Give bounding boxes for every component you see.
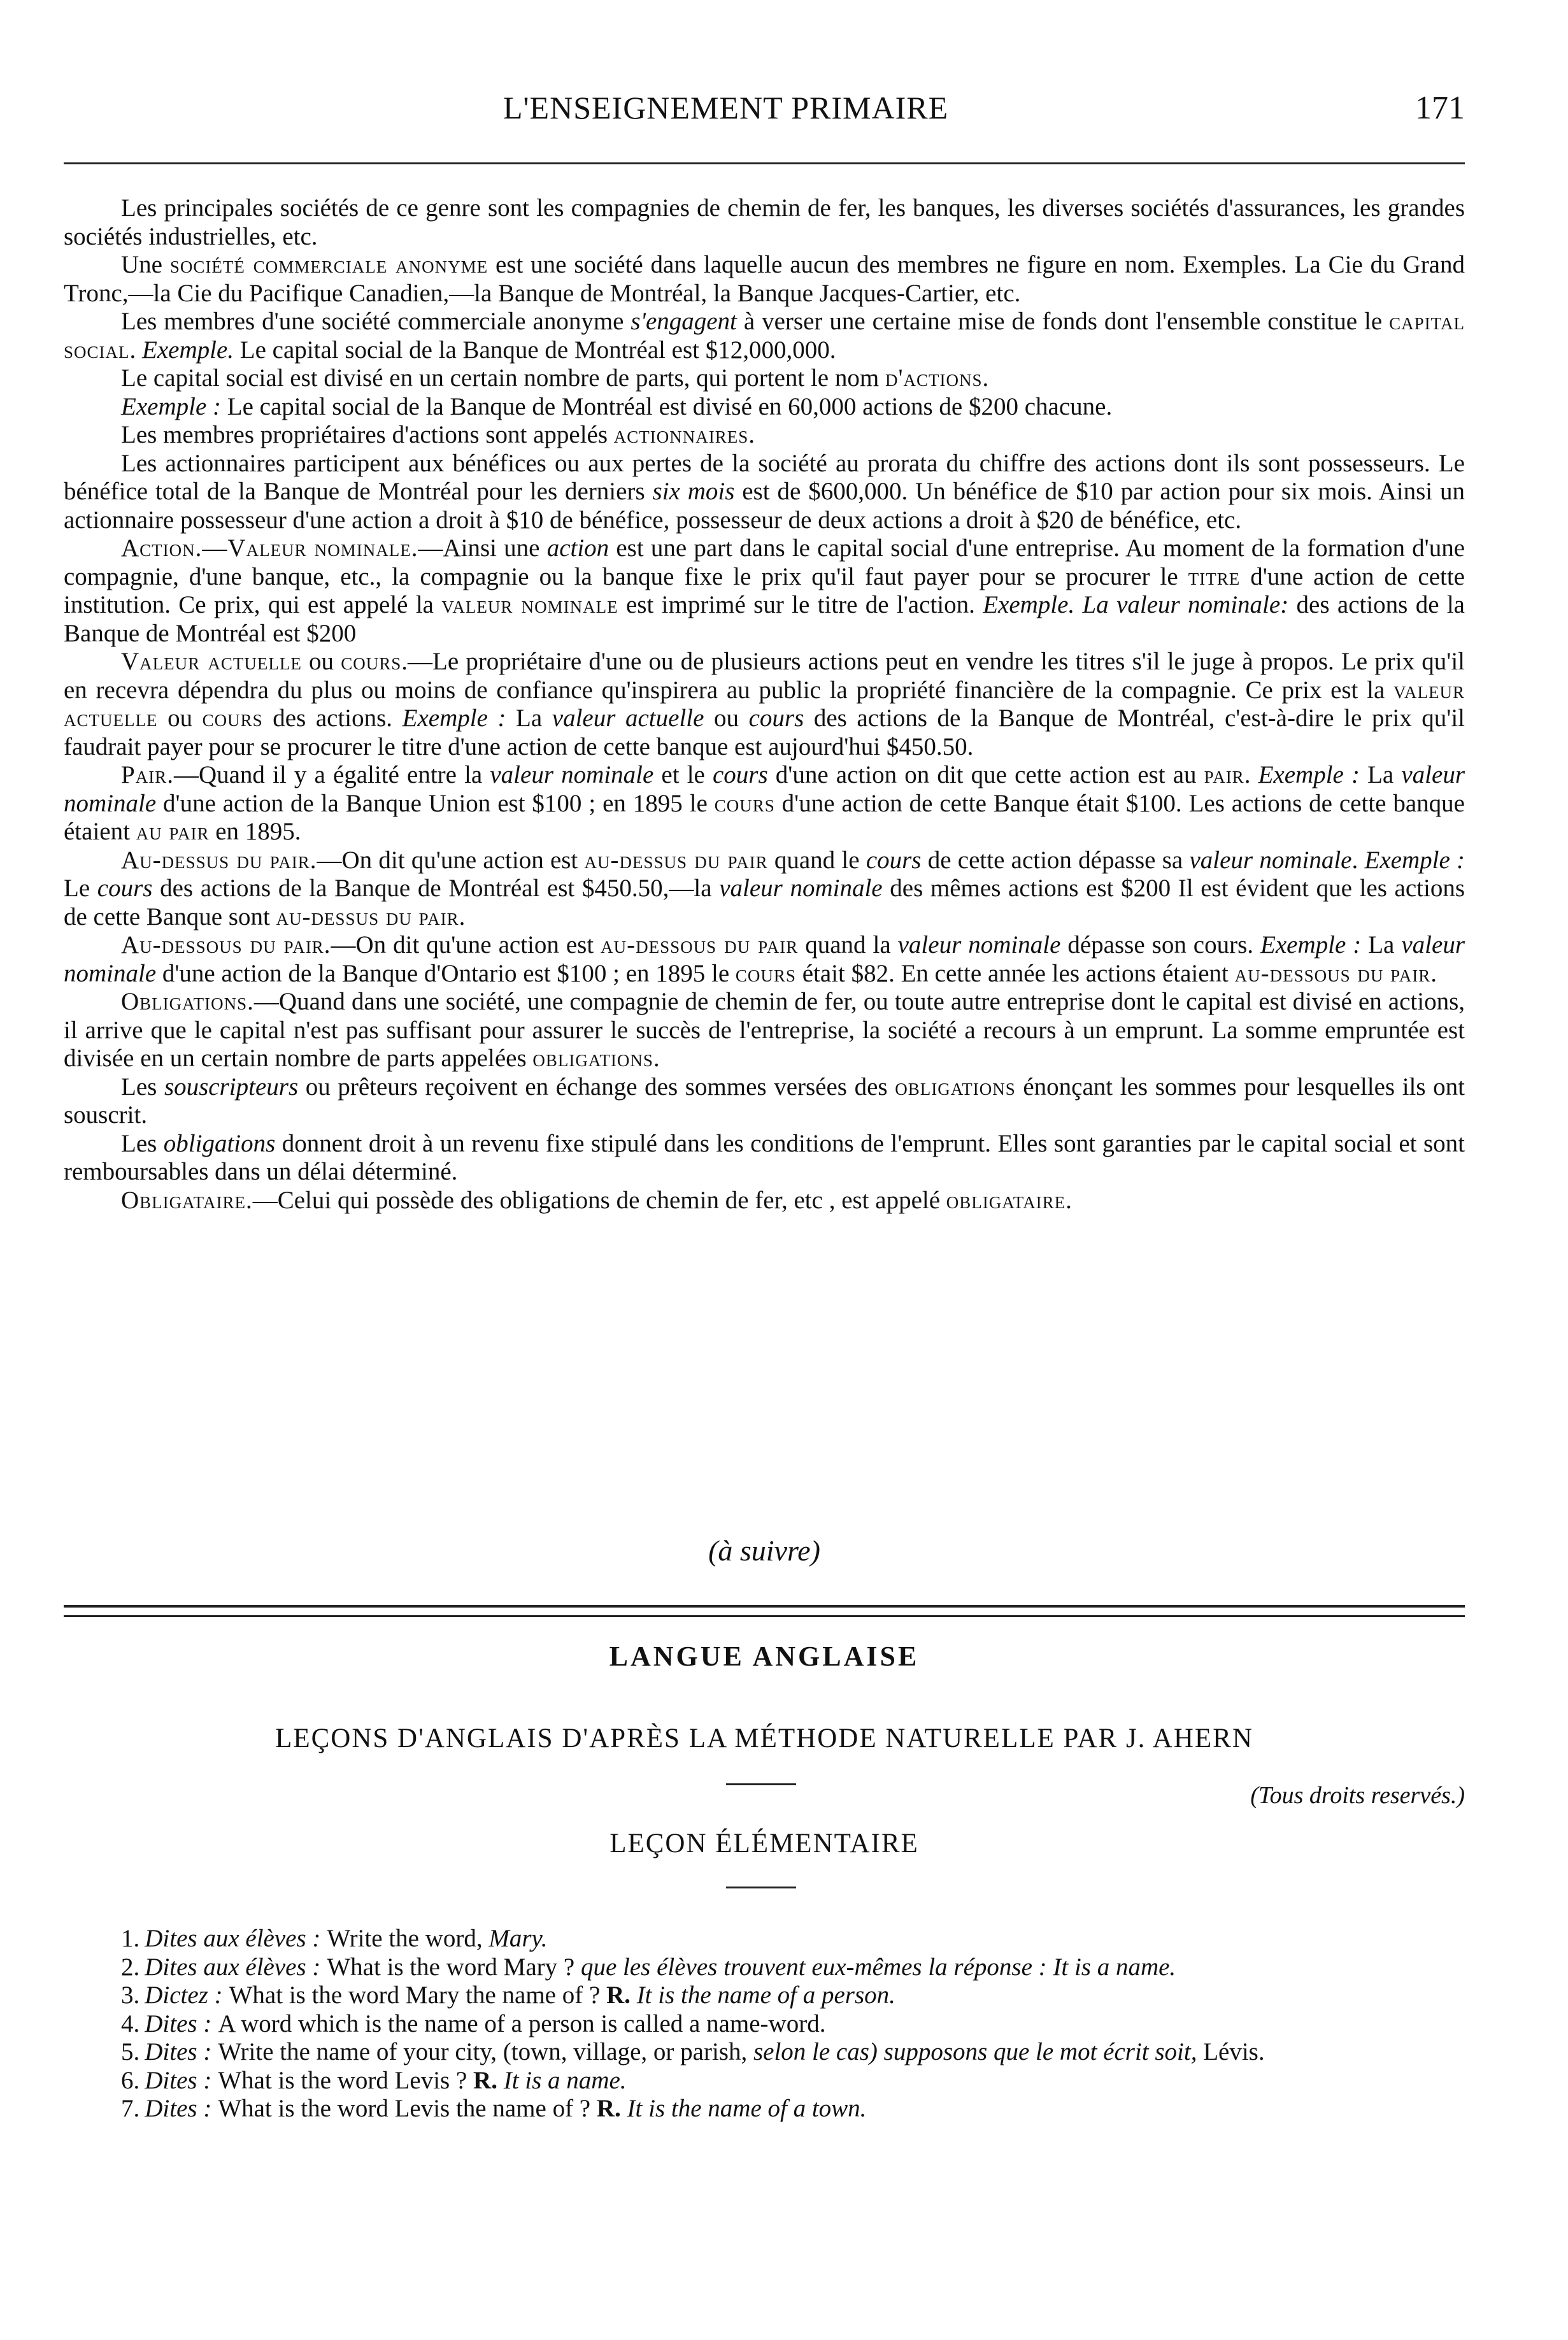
exercise-instruction: Dites aux élèves : [145,1925,321,1952]
text-run: cours [97,874,153,902]
exercise-text: R. [473,2066,497,2094]
text-run: . [459,902,466,931]
text-run: à verser une certaine mise de fonds dont l'ensemble constitue le [736,308,1390,335]
text-run: La [506,704,552,732]
text-run: Obligations. [121,988,254,1015]
text-run: capital social [64,308,1465,364]
text-run: est une société dans laquelle aucun des membres ne figure en nom. Exemples. La Cie du Grand Tronc,—la Cie du Pacifique Canadien,—la Banque de Montréal, la Banque Jacques-Cartier, etc. [64,251,1465,307]
text-run: ou [157,704,203,732]
text-run: cours [341,648,402,675]
text-run: d'une action de la Banque Union est $100 ; en 1895 le [156,789,715,817]
text-run: au-dessus du pair [276,902,459,931]
text-run: était $82. En cette année les actions étaient [795,959,1235,987]
text-run: —Ainsi une [418,534,547,562]
exercise-number: 6. [121,2066,140,2094]
exercise-number: 4. [121,2009,140,2037]
text-run: société commerciale anonyme [169,251,488,278]
text-run: des actions de la Banque de Montréal, c'est-à-dire le prix qu'il faudrait payer pour se procurer le titre d'une action de cette banque est aujourd'hui $450.50. [64,704,1465,760]
text-run: valeur nominale [441,591,618,618]
exercise-text [631,1981,637,2009]
text-run: Le capital social de la Banque de Montréal est divisé en 60,000 actions de $200 chacune. [221,392,1113,420]
text-run: . [1066,1186,1072,1214]
text-run: valeur nominale [1189,846,1352,874]
text-run: Exemple : [1364,846,1465,874]
document-page [64,0,1465,2340]
exercise-text: Mary. [488,1925,548,1952]
to-be-continued: (à suivre) [708,1534,820,1567]
text-run: valeur nominale [719,874,883,902]
text-run: valeur actuelle [64,676,1465,732]
text-run: est une part dans le capital social d'une entreprise. Au moment de la formation d'une compagnie, d'une banque, etc., la compagnie ou la banque fixe le prix qu'il faut payer pour se procurer le [64,534,1465,590]
text-run: Exemple : [1258,761,1360,788]
text-run: des actions de la Banque de Montréal est $200 [64,591,1465,647]
text-run: cours [866,846,922,874]
text-run: Exemple : [1260,931,1362,959]
exercise-text: It is the name of a person. [636,1981,895,2009]
exercise-instruction: Dites aux élèves : [145,1953,321,1981]
text-run: obligations [163,1129,276,1157]
text-run: Les membres d'une société commerciale anonyme [121,308,631,335]
exercise-instruction: Dites : [145,2038,212,2065]
text-run: cours [202,704,263,732]
text-run: ou [704,704,749,732]
text-run: —On dit qu'une action est [331,931,601,959]
text-run: d'actions [885,364,983,392]
text-run: —Quand il y a égalité entre la [173,761,490,788]
text-run: Au-dessous du pair. [121,931,331,959]
text-run: et le [653,761,713,788]
text-run: cours [748,704,804,732]
text-run: —On dit qu'une action est [317,846,585,874]
text-run: des actions de la Banque de Montréal est $450.50,—la [152,874,720,902]
text-run: Au-dessus du pair. [121,846,317,874]
text-run: en 1895. [209,818,301,845]
text-run: Une [121,251,170,278]
text-run: au pair [136,818,210,845]
text-run: obligataire [946,1186,1066,1214]
lesson-title: LEÇONS D'ANGLAIS D'APRÈS LA MÉTHODE NATURELLE PAR J. AHERN [275,1723,1253,1753]
text-run: Exemple. [142,336,234,364]
text-run: s'engagent [631,308,737,335]
exercise-text: What is the word Levis ? [218,2066,474,2094]
paragraph [64,251,1465,308]
text-run: valeur nominale [64,761,1465,817]
exercise-text: Write the word, [327,1925,489,1952]
paragraph [64,988,1465,1073]
text-run: cours [713,761,768,788]
text-run: obligations [895,1073,1016,1101]
text-run: Obligataire. [121,1186,253,1214]
text-run: est imprimé sur le titre de l'action. [618,591,983,618]
text-run: d'une action de cette institution. Ce prix, qui est appelé la [64,562,1465,618]
exercise-text: que les élèves trouvent eux-mêmes la réponse : It is a name. [580,1953,1176,1981]
text-run: .—Le propriétaire d'une ou de plusieurs actions peut en vendre les titres s'il le juge à propos. Le prix qu'il en recevra dépendra du plus ou moins de confiance qu'inspirera au public la propriété financière de la compagnie. Ce prix est la [64,648,1465,704]
exercise-text: R. [596,2095,621,2122]
text-run: Les principales sociétés de ce genre sont les compagnies de chemin de fer, les banques, les diverses sociétés d'assurances, les grandes sociétés industrielles, etc. [64,194,1465,250]
text-run: d'une action de cette Banque était $100. Les actions de cette banque étaient [64,789,1465,845]
exercise-text: It is a name. [503,2066,627,2094]
text-run: Action.—Valeur nominale. [121,534,418,562]
level-rule [726,1887,796,1888]
text-run: Exemple : [121,392,221,420]
title-rule [726,1783,796,1785]
text-run: actionnaires [613,421,749,448]
text-run: obligations [532,1045,653,1072]
text-run: d'une action on dit que cette action est au [767,761,1204,788]
exercise-text [497,2067,504,2094]
page-header [64,89,1465,140]
text-run: Le capital social de la Banque de Montréal est $12,000,000. [234,336,836,364]
paragraph [64,846,1465,932]
text-run: Le [64,874,97,902]
paragraph [64,761,1465,846]
text-run: des mêmes actions est $200 Il est évident que les actions de cette Banque sont [64,874,1465,931]
paragraph [64,364,1465,393]
lesson-level: LEÇON ÉLÉMENTAIRE [609,1829,919,1858]
exercise-number: 2. [121,1953,140,1981]
section-divider [64,1605,1465,1617]
paragraph [64,450,1465,535]
text-run: donnent droit à un revenu fixe stipulé dans les conditions de l'emprunt. Elles sont garanties par le capital social et sont remboursables dans un délai déterminé. [64,1129,1465,1185]
rights-notice: (Tous droits reservés.) [1250,1782,1465,1809]
exercise-text: R. [606,1981,631,2009]
exercise-number: 3. [121,1981,140,2009]
text-run: quand la [798,931,898,959]
exercise-instruction: Dites : [145,2095,212,2122]
text-run: de cette action dépasse sa [921,846,1190,874]
exercise-item [64,2010,1465,2039]
exercise-text: What is the word Mary the name of ? [229,1981,607,2009]
text-run: . [748,421,755,448]
exercise-item [64,2095,1465,2123]
exercise-item [64,1981,1465,2010]
exercise-item [64,2067,1465,2095]
text-run: Les [121,1073,164,1101]
text-run: au-dessous du pair [1234,959,1431,987]
paragraph [64,421,1465,450]
text-run: Les actionnaires participent aux bénéfices ou aux pertes de la société au prorata du chiffre des actions dont ils sont possesseurs. Le bénéfice total de la Banque de Montréal pour les derniers [64,449,1465,505]
text-run: La [1359,761,1402,788]
text-run: pair [1204,761,1244,788]
text-run: six mois [652,478,735,505]
exercise-instruction: Dites : [145,2066,212,2094]
exercise-number: 5. [121,2038,140,2065]
text-run: La [1361,931,1402,959]
text-run: cours [714,789,775,817]
text-run: . [982,364,989,392]
text-run: ou prêteurs reçoivent en échange des sommes versées des [298,1073,895,1101]
text-run: est de $600,000. Un bénéfice de $10 par action pour six mois. Ainsi un actionnaire possesseur d'une action a droit à $10 de bénéfice, possesseur de deux actions a droit à $20 de bénéfice, etc. [64,478,1465,534]
exercise-text: selon le cas) supposons que le mot écrit soit, [753,2038,1197,2065]
text-run: —Celui qui possède des obligations de chemin de fer, etc , est appelé [252,1186,946,1214]
text-run: au-dessous du pair [601,931,799,959]
paragraph [64,534,1465,648]
text-run: énonçant les sommes pour lesquelles ils ont souscrit. [64,1073,1465,1129]
exercise-text: It is the name of a town. [627,2095,867,2122]
text-run: valeur nominale [64,931,1465,987]
text-run: valeur nominale [490,761,654,788]
text-run: . [129,336,143,364]
exercise-instruction: Dictez : [145,1981,223,2009]
text-run: Exemple. La valeur nominale: [983,591,1289,618]
text-run: Exemple : [402,704,506,732]
exercise-list [64,1925,1465,2123]
text-run: . [1430,959,1437,987]
text-run: Les membres propriétaires d'actions sont appelés [121,421,614,448]
text-run: souscripteurs [164,1073,299,1101]
text-run: Valeur actuelle [121,648,302,675]
exercise-item [64,1953,1465,1982]
exercise-text: What is the word Levis the name of ? [218,2095,597,2122]
exercise-text: A word which is the name of a person is called a name-word. [218,2009,826,2037]
paragraph [64,194,1465,251]
text-run: . [1244,761,1258,788]
paragraph [64,1187,1465,1215]
paragraph [64,393,1465,422]
section-title: LANGUE ANGLAISE [609,1641,920,1672]
text-run: titre [1188,562,1241,590]
paragraph [64,1130,1465,1187]
exercise-number: 7. [121,2095,140,2122]
text-run: . [653,1045,660,1072]
exercise-instruction: Dites : [145,2009,212,2037]
paragraph [64,1073,1465,1130]
stock-company-section [64,194,1465,1215]
paragraph [64,931,1465,988]
text-run: d'une action de la Banque d'Ontario est $100 ; en 1895 le [156,959,736,987]
text-run: Pair. [121,761,174,788]
exercise-item [64,1925,1465,1953]
text-run: dépasse son cours. [1060,931,1261,959]
text-run: —Quand dans une société, une compagnie de chemin de fer, ou toute autre entreprise dont le capital est divisé en actions, il arrive que le capital n'est pas suffisant pour assurer le succès de l'entreprise, la société a recours à un emprunt. La somme empruntée est divisée en un certain nombre de parts appelées [64,988,1465,1072]
header-rule [64,162,1465,164]
page-number: 171 [1415,90,1465,126]
text-run: cours [735,959,796,987]
exercise-text: What is the word Mary ? [327,1953,581,1981]
paragraph [64,648,1465,761]
exercise-item [64,2038,1465,2067]
exercise-text [621,2095,627,2122]
text-run: quand le [767,846,866,874]
text-run: action [546,534,609,562]
text-run: Le capital social est divisé en un certain nombre de parts, qui portent le nom [121,364,885,392]
text-run: des actions. [262,704,403,732]
text-run: Les [121,1129,164,1157]
paragraph [64,308,1465,364]
text-run: valeur actuelle [552,704,704,732]
running-title: L'ENSEIGNEMENT PRIMAIRE [503,90,949,125]
exercise-text: Write the name of your city, (town, village, or parish, [218,2038,753,2065]
text-run: ou [301,648,341,675]
exercise-number: 1. [121,1925,140,1952]
text-run: valeur nominale [897,931,1061,959]
exercise-text: Lévis. [1197,2038,1265,2065]
text-run: au-dessus du pair [584,846,768,874]
text-run: . [1351,846,1365,874]
